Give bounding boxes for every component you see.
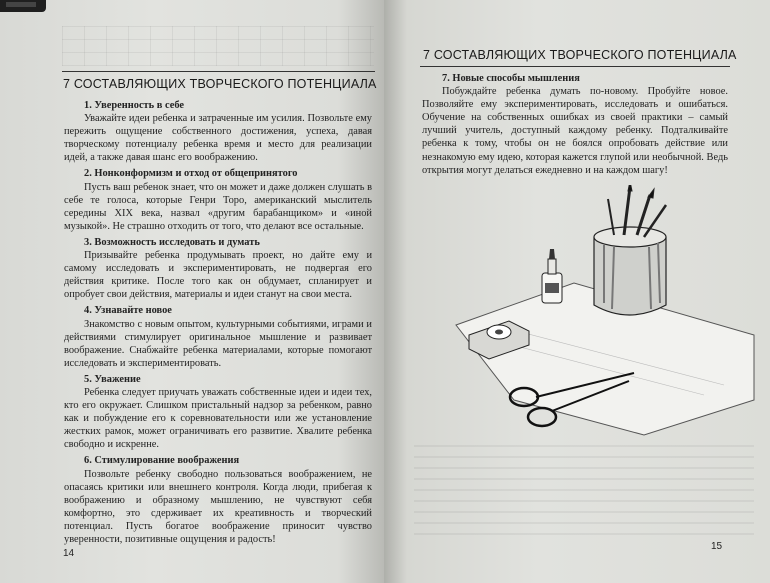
right-page: [384, 0, 770, 583]
section-heading: 6. Стимулирование воображения: [84, 455, 240, 467]
bleed-through-grid: [62, 26, 374, 66]
art-supplies-illustration: [454, 185, 764, 445]
left-page: [0, 0, 384, 583]
left-text-column: [64, 96, 372, 546]
section-text: Знакомство с новым опытом, культурными событиями, играми и действиями стимулирует оригинальное мышление и развивает воображение. Снабжайте ребенка материалами, которые помогают исследовать и экспериментировать.: [64, 318, 372, 369]
bleed-through-text: [414, 445, 754, 535]
section-text: Пусть ваш ребенок знает, что он может и даже должен слушать в себе те голоса, которые Генри Торо, американский мыслитель середины XIX века, назвал «другим барабанщиком» и «иной музыкой». Не страшно отходить от того, что делают все остальные.: [64, 181, 372, 232]
section-text: Ребенка следует приучать уважать собственные идеи и идеи тех, кто его окружает. Слишком пристальный надзор за ребенком, равно как и побуждение его к соревновательности или же установление жестких рамок, может ограничивать его развитие. Хвалите ребенка свободно и искренне.: [64, 386, 372, 451]
section-text: Призывайте ребенка продумывать проект, но дайте ему и самому исследовать и экспериментировать, не подвергая его действия критике. После того как он обдумает, спланирует и опробует свои действия, материалы и идеи станут на свои места.: [64, 250, 372, 301]
section-heading: 5. Уважение: [84, 373, 141, 385]
section-heading: 1. Уверенность в себе: [84, 100, 184, 111]
section-heading: 4. Узнавайте новое: [84, 305, 172, 317]
page-number: 14: [63, 548, 75, 559]
section-text: Уважайте идеи ребенка и затраченные им усилия. Позвольте ему пережить ощущение собственного достижения, успеха, давая творческому потенциалу ребенка время и место для реализации идей, а также давая шанс его воображению.: [64, 113, 372, 164]
page-number: 15: [711, 541, 723, 552]
page-title: 7 СОСТАВЛЯЮЩИХ ТВОРЧЕСКОГО ПОТЕНЦИАЛА: [63, 77, 377, 91]
page-title: 7 СОСТАВЛЯЮЩИХ ТВОРЧЕСКОГО ПОТЕНЦИАЛА: [423, 48, 737, 62]
glue-bottle-icon: [542, 249, 562, 303]
section-heading: 2. Нонконформизм и отход от общепринятого: [84, 168, 298, 180]
title-rule: [62, 71, 375, 72]
right-text-column: [422, 69, 728, 177]
title-rule: [420, 66, 730, 67]
section-heading: 7. Новые способы мышления: [442, 73, 580, 84]
section-text: Позвольте ребенку свободно пользоваться воображением, не опасаясь критики или внешнего контроля. Когда люди, прибегая к воображению и образному мышлению, не чувствуют себя комфортно, это сдерживает их креативность и творческий потенциал. Пусть богатое воображение приносит чувство уверенности, позитивные ощущения и радость!: [64, 468, 372, 545]
binder-clip: [0, 0, 46, 12]
jar-icon: [594, 227, 666, 315]
section-heading: 3. Возможность исследовать и думать: [84, 236, 260, 248]
section-text: Побуждайте ребенка думать по-новому. Пробуйте новое. Позволяйте ему экспериментировать, исследовать и ошибаться. Обучение на собственных ошибках из своей практики – самый лучший учитель, доступный каждому ребенку. Подталкивайте ребенка к тому, чтобы он не боялся опробовать действие или незнакомую ему идею, которая кажется глупой или необычной. Ведь открытия могут делаться ежедневно и на каждом шагу!: [422, 86, 728, 176]
